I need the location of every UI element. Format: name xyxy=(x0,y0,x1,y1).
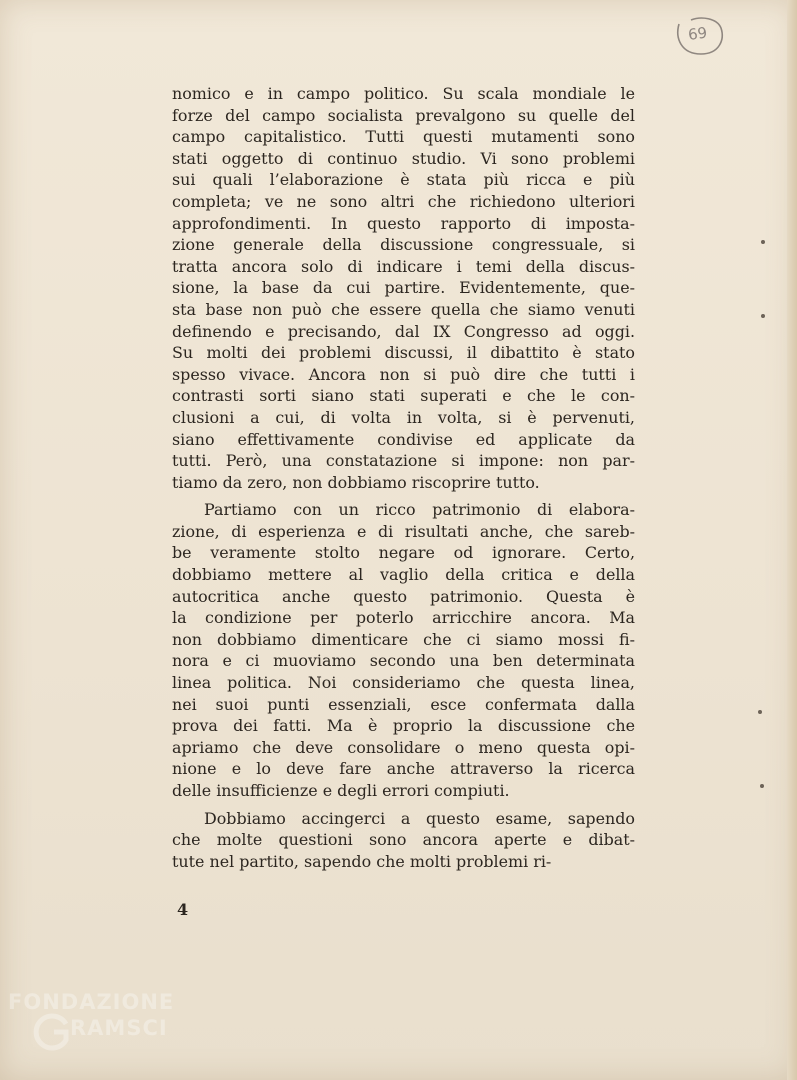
text-line: non dobbiamo dimenticare che ci siamo mossi fi- xyxy=(172,629,635,649)
body-text xyxy=(172,83,635,878)
text-line: sta base non può che essere quella che siamo venuti xyxy=(172,299,635,319)
text-line: autocritica anche questo patrimonio. Questa è xyxy=(172,586,635,606)
text-line: nei suoi punti essenziali, esce confermata dalla xyxy=(172,694,635,714)
watermark-line-1: FONDAZIONE xyxy=(8,990,175,1014)
text-line: Dobbiamo accingerci a questo esame, sapendo xyxy=(204,808,635,828)
text-line: stati oggetto di continuo studio. Vi sono problemi xyxy=(172,148,635,168)
watermark-line-2: RAMSCI xyxy=(70,1016,168,1040)
text-line: contrasti sorti siano stati superati e che le con- xyxy=(172,386,635,406)
text-line: zione, di esperienza e di risultati anche, che sareb- xyxy=(172,521,635,541)
paragraph xyxy=(172,808,635,873)
paragraph xyxy=(172,83,635,493)
page-number: 4 xyxy=(177,900,189,919)
text-line: sui quali l’elaborazione è stata più ricca e più xyxy=(172,170,635,190)
fondazione-gramsci-watermark xyxy=(8,990,208,1070)
archive-stamp-number: 69 xyxy=(686,23,709,45)
text-line: forze del campo socialista prevalgono su quelle del xyxy=(172,105,635,125)
text-line: tute nel partito, sapendo che molti problemi ri- xyxy=(172,851,552,871)
text-line: tratta ancora solo di indicare i temi della discus- xyxy=(172,256,635,276)
paper-speck xyxy=(758,710,762,714)
text-line: delle insufficienze e degli errori compiuti. xyxy=(172,781,510,800)
text-line: completa; ve ne sono altri che richiedono ulteriori xyxy=(172,191,635,211)
text-line: zione generale della discussione congressuale, si xyxy=(172,235,635,255)
text-line: campo capitalistico. Tutti questi mutamenti sono xyxy=(172,127,635,147)
text-line: apriamo che deve consolidare o meno questa opi- xyxy=(172,737,635,757)
text-line: clusioni a cui, di volta in volta, si è pervenuti, xyxy=(172,407,635,427)
text-line: che molte questioni sono ancora aperte e dibat- xyxy=(172,830,635,850)
text-line: Partiamo con un ricco patrimonio di elabora- xyxy=(204,500,635,520)
paragraph xyxy=(172,499,635,801)
text-line: spesso vivace. Ancora non si può dire che tutti i xyxy=(172,364,635,384)
text-line: siano effettivamente condivise ed applicate da xyxy=(172,429,635,449)
page-edge-shadow xyxy=(787,0,797,1080)
text-line: approfondimenti. In questo rapporto di imposta- xyxy=(172,213,635,233)
paper-speck xyxy=(761,314,765,318)
text-line: la condizione per poterlo arricchire ancora. Ma xyxy=(172,608,635,628)
text-line: nione e lo deve fare anche attraverso la ricerca xyxy=(172,759,635,779)
text-line: linea politica. Noi consideriamo che questa linea, xyxy=(172,673,635,693)
text-line: nora e ci muoviamo secondo una ben determinata xyxy=(172,651,635,671)
text-line: tutti. Però, una constatazione si impone: non par- xyxy=(172,451,635,471)
paper-speck xyxy=(761,240,765,244)
gramsci-g-logo-icon xyxy=(32,1012,72,1052)
paper-speck xyxy=(760,784,764,788)
text-line: nomico e in campo politico. Su scala mondiale le xyxy=(172,84,635,103)
text-line: prova dei fatti. Ma è proprio la discussione che xyxy=(172,716,635,736)
text-line: sione, la base da cui partire. Evidentemente, que- xyxy=(172,278,635,298)
text-line: definendo e precisando, dal IX Congresso ad oggi. xyxy=(172,321,635,341)
text-line: Su molti dei problemi discussi, il dibattito è stato xyxy=(172,343,635,363)
text-line: be veramente stolto negare od ignorare. Certo, xyxy=(172,543,635,563)
text-line: tiamo da zero, non dobbiamo riscoprire tutto. xyxy=(172,472,540,492)
text-line: dobbiamo mettere al vaglio della critica e della xyxy=(172,565,635,585)
